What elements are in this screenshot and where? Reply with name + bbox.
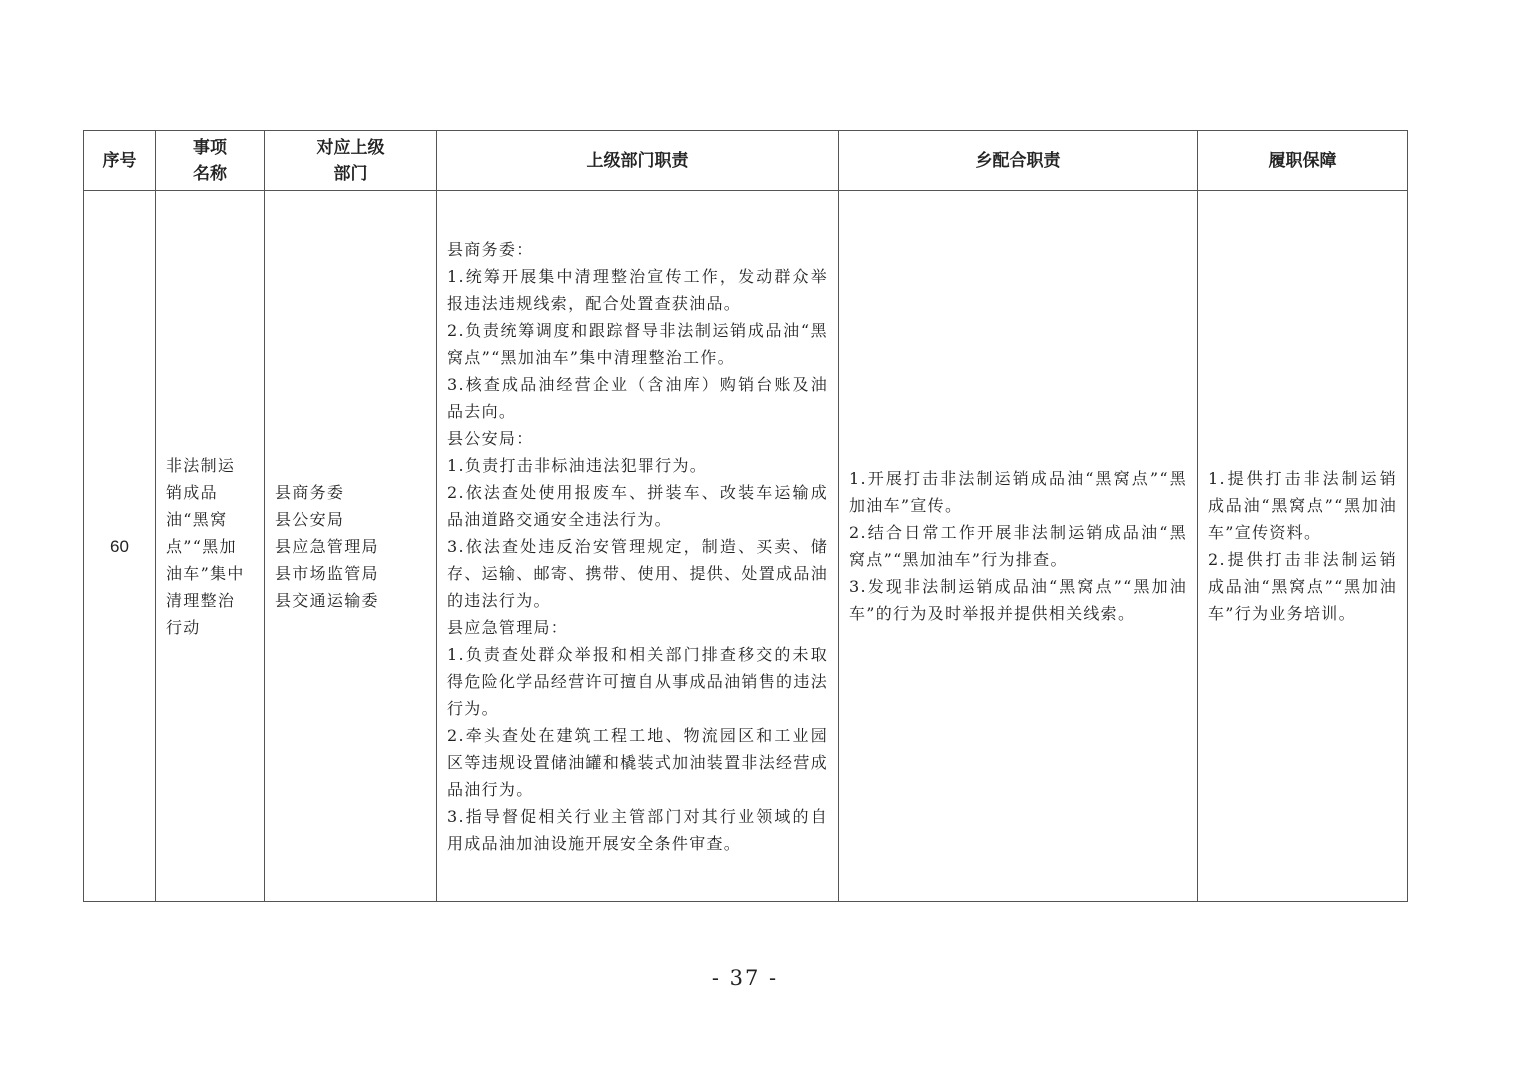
coop-duty-item: 2.结合日常工作开展非法制运销成品油“黑窝点”“黑加油车”行为排查。 — [849, 523, 1187, 569]
header-coop-line: 乡配合职责 — [975, 150, 1061, 171]
item-name-text: 非法制运销成品油“黑窝点”“黑加油车”集中清理整治行动 — [166, 455, 245, 637]
table-row — [84, 191, 1408, 902]
duty-item: 1.统筹开展集中清理整治宣传工作，发动群众举报违法违规线索，配合处置查获油品。 — [447, 266, 828, 313]
header-seq-line: 序号 — [102, 150, 137, 171]
header-dept-line-2: 部门 — [333, 163, 368, 184]
header-seq — [84, 131, 156, 191]
duty-item: 1.负责打击非标油违法犯罪行为。 — [447, 455, 708, 475]
header-item-line-1: 事项 — [193, 137, 227, 158]
table-body — [84, 191, 1408, 902]
coop-duty-item: 1.开展打击非法制运销成品油“黑窝点”“黑加油车”宣传。 — [849, 469, 1187, 515]
header-row — [84, 131, 1408, 191]
department-line: 县公安局 — [275, 509, 345, 529]
department-line: 县市场监管局 — [275, 563, 379, 583]
duty-item: 3.依法查处违反治安管理规定，制造、买卖、储存、运输、邮寄、携带、使用、提供、处置成品油的违法行为。 — [447, 536, 828, 610]
guarantee-item: 2.提供打击非法制运销成品油“黑窝点”“黑加油车”行为业务培训。 — [1208, 550, 1397, 623]
cell-coop-duties — [839, 191, 1198, 902]
duty-item: 2.依法查处使用报废车、拼装车、改装车运输成品油道路交通安全违法行为。 — [447, 482, 828, 529]
cell-guarantee — [1198, 191, 1408, 902]
duty-item: 1.负责查处群众举报和相关部门排查移交的未取得危险化学品经营许可擅自从事成品油销售的违法行为。 — [447, 644, 828, 718]
section-title-emergency: 县应急管理局： — [447, 617, 569, 637]
department-line: 县应急管理局 — [275, 536, 379, 556]
guarantee-item: 1.提供打击非法制运销成品油“黑窝点”“黑加油车”宣传资料。 — [1208, 469, 1397, 542]
header-guarantee-line: 履职保障 — [1268, 150, 1337, 171]
header-upper-duties — [437, 131, 839, 191]
header-coop-duties — [839, 131, 1198, 191]
table-header — [84, 131, 1408, 191]
duty-table — [83, 130, 1408, 902]
section-title-commerce: 县商务委： — [447, 239, 534, 259]
section-title-police: 县公安局： — [447, 428, 534, 448]
duty-item: 3.核查成品油经营企业（含油库）购销台账及油品去向。 — [447, 374, 828, 421]
coop-duty-item: 3.发现非法制运销成品油“黑窝点”“黑加油车”的行为及时举报并提供相关线索。 — [849, 577, 1187, 623]
duty-item: 2.牵头查处在建筑工程工地、物流园区和工业园区等违规设置储油罐和橇装式加油装置非法经营成品油行为。 — [447, 725, 828, 799]
department-line: 县交通运输委 — [275, 590, 379, 610]
header-item-name — [156, 131, 265, 191]
header-upper-line: 上级部门职责 — [586, 150, 689, 171]
header-item-line-2: 名称 — [193, 163, 227, 184]
duty-item: 3.指导督促相关行业主管部门对其行业领域的自用成品油加油设施开展安全条件审查。 — [447, 806, 828, 853]
header-guarantee — [1198, 131, 1408, 191]
header-department — [265, 131, 437, 191]
cell-seq: 60 — [84, 191, 156, 902]
page-number: - 37 - — [711, 966, 779, 990]
department-line: 县商务委 — [275, 482, 345, 502]
cell-item-name — [156, 191, 265, 902]
header-dept-line-1: 对应上级 — [316, 137, 385, 158]
duty-item: 2.负责统筹调度和跟踪督导非法制运销成品油“黑窝点”“黑加油车”集中清理整治工作。 — [447, 320, 828, 367]
cell-upper-duties — [437, 191, 839, 902]
cell-departments — [265, 191, 437, 902]
